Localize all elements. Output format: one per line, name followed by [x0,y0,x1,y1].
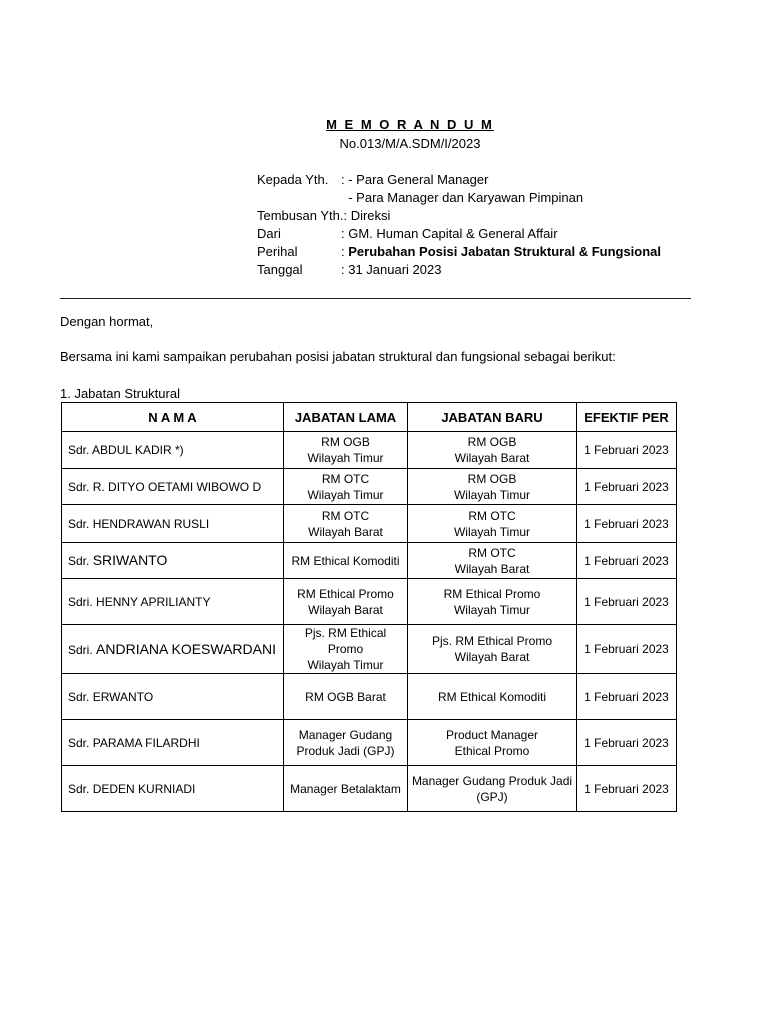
cell-jabatan-baru-line-2: Ethical Promo [454,743,530,758]
cell-jabatan-lama [284,432,408,469]
cell-jabatan-lama-line-2: Produk Jadi (GPJ) [296,743,395,758]
cell-jabatan-baru-line-2: Wilayah Barat [454,451,530,465]
person-name: R. DITYO OETAMI WIBOWO D [92,479,262,494]
cell-jabatan-lama-line-1: RM OTC [321,508,370,523]
name-prefix: Sdri. [68,642,93,657]
table-row [62,625,677,674]
cell-efektif: 1 Februari 2023 [577,625,677,674]
cell-jabatan-baru-line-1: Product Manager [445,727,539,742]
cell-jabatan-lama-line-2: Wilayah Barat [308,602,383,617]
cell-jabatan-baru [408,720,577,766]
table-header-row [62,403,677,432]
cell-jabatan-baru-line-1: RM OTC [468,545,516,560]
cell-jabatan-baru-line-1: Manager Gudang Produk Jadi [411,773,573,788]
cell-nama [62,766,284,812]
kepada-row [257,171,661,189]
cell-nama [62,505,284,543]
cell-jabatan-baru-line-1: Pjs. RM Ethical Promo [431,634,553,648]
cell-jabatan-baru-line-1: RM Ethical Promo [443,586,541,601]
name-prefix: Sdr. [68,479,90,494]
cell-jabatan-lama-line-1: RM OGB Barat [305,689,386,704]
dari-row [257,225,661,243]
cell-jabatan-lama-line-1: Manager Gudang [298,727,393,742]
cell-jabatan-baru-line-1: RM Ethical Komoditi [437,689,547,704]
person-name: ABDUL KADIR *) [92,443,184,457]
perihal-colon: : [341,244,349,259]
cell-jabatan-baru-line-1: RM OGB [467,435,517,449]
memo-header [257,171,661,279]
cell-jabatan-lama [284,720,408,766]
cell-jabatan-lama-line-2: Wilayah Barat [308,524,383,539]
header-nama: N A M A [62,403,284,432]
cell-jabatan-baru [408,505,577,543]
name-prefix: Sdr. [68,516,90,531]
tanggal-label: Tanggal [257,262,303,277]
name-prefix: Sdr. [68,781,90,796]
table-row [62,766,677,812]
table-row [62,674,677,720]
cell-jabatan-baru-line-2: Wilayah Timur [453,524,530,539]
cell-jabatan-baru-line-2: (GPJ) [476,789,508,804]
section-title: 1. Jabatan Struktural [60,386,180,401]
cell-jabatan-lama [284,505,408,543]
cell-efektif: 1 Februari 2023 [577,720,677,766]
tanggal-row [257,261,661,279]
position-table [61,402,677,812]
kepada-value-2: - Para Manager dan Karyawan Pimpinan [341,190,584,205]
cell-jabatan-baru [408,469,577,505]
cell-jabatan-lama-line-2: Wilayah Timur [307,658,384,672]
table-row [62,720,677,766]
person-name: SRIWANTO [92,552,168,568]
cell-jabatan-baru [408,674,577,720]
cell-nama [62,674,284,720]
table-row [62,432,677,469]
cell-jabatan-baru-line-2: Wilayah Barat [454,650,530,664]
name-prefix: Sdri. [68,594,93,609]
kepada-value-1: : - Para General Manager [341,172,489,187]
cell-jabatan-baru-line-1: RM OTC [468,508,516,523]
tembusan-label: Tembusan Yth.: [257,208,348,223]
cell-efektif: 1 Februari 2023 [577,469,677,505]
cell-jabatan-baru-line-1: RM OGB [467,471,517,486]
cell-jabatan-lama [284,674,408,720]
person-name: ANDRIANA KOESWARDANI [96,640,276,657]
header-divider [60,298,691,299]
table-row [62,543,677,579]
cell-jabatan-lama-line-1: Pjs. RM Ethical Promo [304,626,387,656]
cell-jabatan-lama-line-1: RM OTC [321,471,370,486]
kepada-row-2 [257,189,661,207]
header-jabatan-lama: JABATAN LAMA [284,403,408,432]
tembusan-row [257,207,661,225]
cell-jabatan-lama-line-1: Manager Betalaktam [290,781,401,796]
cell-jabatan-lama-line-1: RM OGB [321,435,370,449]
table-row [62,469,677,505]
cell-efektif: 1 Februari 2023 [577,543,677,579]
cell-jabatan-baru [408,625,577,674]
cell-jabatan-lama [284,625,408,674]
greeting: Dengan hormat, [60,314,154,329]
cell-jabatan-lama-line-1: RM Ethical Komoditi [291,553,400,568]
cell-jabatan-lama [284,579,408,625]
name-prefix: Sdr. [68,443,90,457]
tembusan-value: Direksi [347,208,391,223]
cell-efektif: 1 Februari 2023 [577,432,677,469]
person-name: PARAMA FILARDHI [92,735,200,750]
name-prefix: Sdr. [68,689,90,704]
cell-jabatan-baru [408,766,577,812]
cell-jabatan-lama [284,543,408,579]
cell-jabatan-lama-line-2: Wilayah Timur [307,451,384,465]
table-row [62,579,677,625]
cell-jabatan-lama [284,766,408,812]
dari-value: : GM. Human Capital & General Affair [341,226,558,241]
cell-jabatan-baru-line-2: Wilayah Timur [453,602,530,617]
cell-efektif: 1 Februari 2023 [577,766,677,812]
cell-nama [62,469,284,505]
cell-nama [62,543,284,579]
header-efektif-per: EFEKTIF PER [577,403,677,432]
cell-jabatan-baru [408,543,577,579]
perihal-value: Perubahan Posisi Jabatan Struktural & Fungsional [348,244,662,259]
cell-nama [62,579,284,625]
cell-nama [62,625,284,674]
person-name: HENDRAWAN RUSLI [92,516,210,531]
memo-number: No.013/M/A.SDM/I/2023 [339,136,481,151]
name-prefix: Sdr. [68,735,90,750]
person-name: DEDEN KURNIADI [92,781,196,796]
cell-jabatan-baru [408,579,577,625]
kepada-label: Kepada Yth. [257,172,329,187]
cell-jabatan-lama-line-2: Wilayah Timur [307,487,384,502]
cell-nama [62,720,284,766]
cell-jabatan-lama [284,469,408,505]
intro-paragraph: Bersama ini kami sampaikan perubahan posisi jabatan struktural dan fungsional sebagai berikut: [60,349,616,364]
memo-title: M E M O R A N D U M [326,117,494,132]
perihal-label: Perihal [257,244,298,259]
cell-efektif: 1 Februari 2023 [577,505,677,543]
dari-label: Dari [257,226,281,241]
cell-jabatan-baru-line-2: Wilayah Timur [453,487,530,502]
perihal-row [257,243,661,261]
tanggal-value: : 31 Januari 2023 [341,262,442,277]
cell-jabatan-baru-line-2: Wilayah Barat [454,561,530,576]
cell-jabatan-lama-line-1: RM Ethical Promo [297,586,394,601]
cell-efektif: 1 Februari 2023 [577,674,677,720]
table-row [62,505,677,543]
person-name: HENNY APRILIANTY [96,594,211,609]
cell-efektif: 1 Februari 2023 [577,579,677,625]
cell-jabatan-baru [408,432,577,469]
name-prefix: Sdr. [68,554,90,568]
cell-nama [62,432,284,469]
header-jabatan-baru: JABATAN BARU [408,403,577,432]
person-name: ERWANTO [92,689,154,704]
